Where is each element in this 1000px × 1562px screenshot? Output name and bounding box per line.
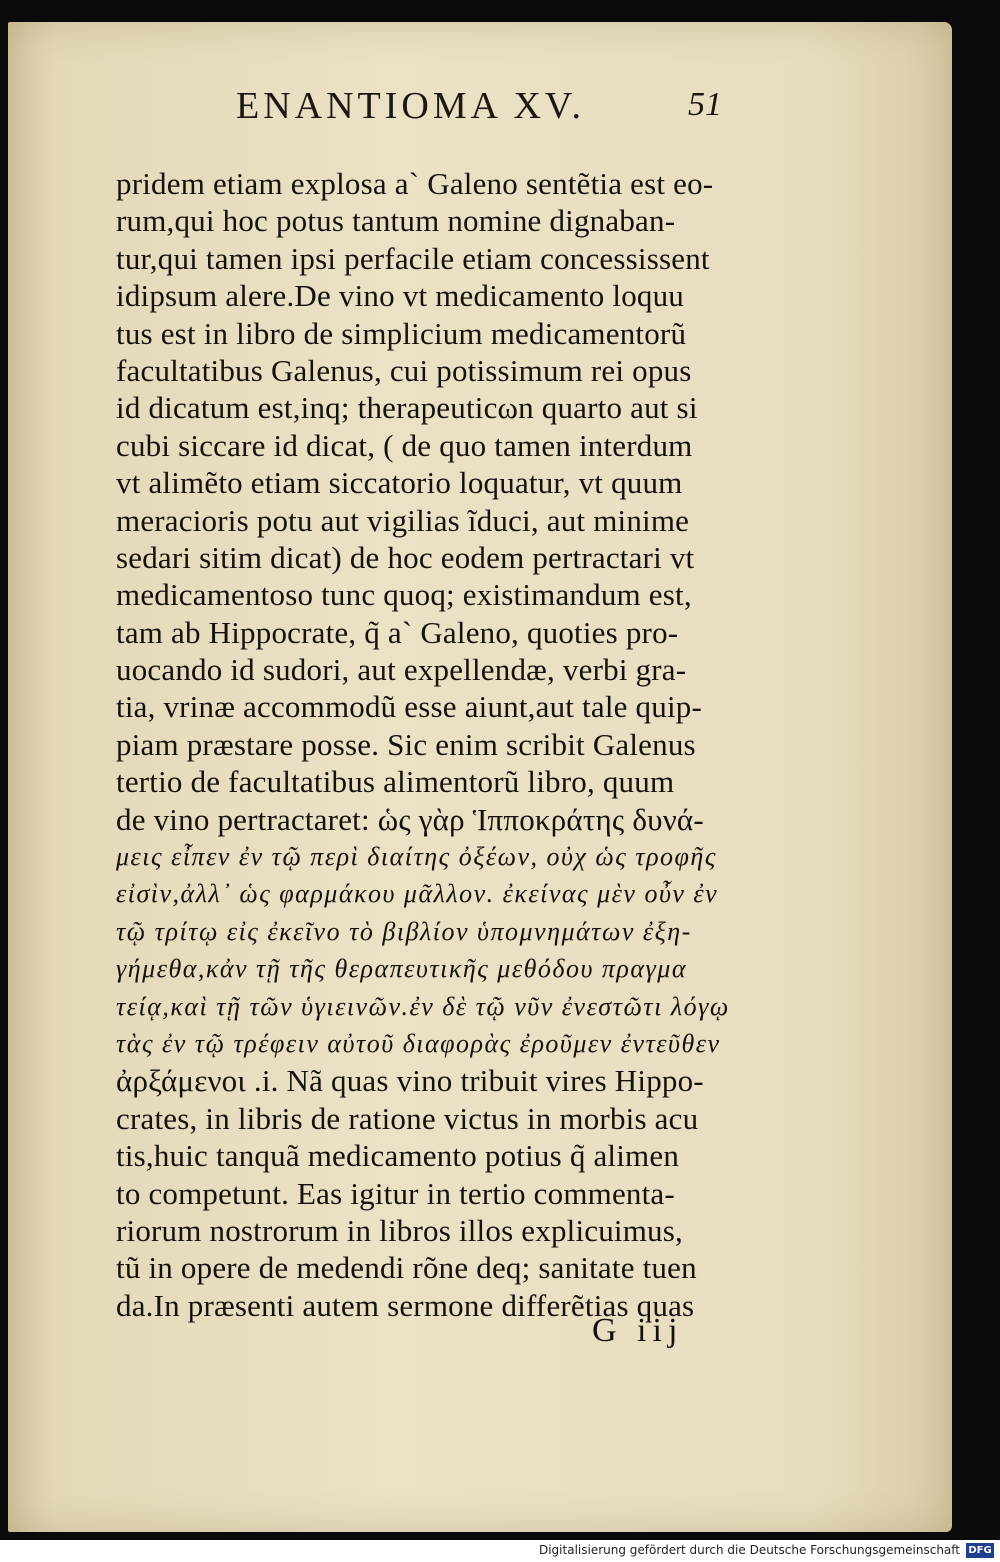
text-line: da.In præsenti autem sermone differẽtias quas [116,1287,695,1323]
book-page [8,22,952,1532]
text-line: piam præstare posse. Sic enim scribit Galenus [116,726,696,762]
text-line: rum,qui hoc potus tantum nomine dignaban- [116,203,676,239]
text-line: pridem etiam explosa a` Galeno sentẽtia est eo- [116,166,714,201]
text-line: γήμεθα,κἀν τῇ τῆς θεραπευτικῆς μεθόδου πραγμα [116,954,687,984]
text-line: tia, vrinæ accommodũ esse aiunt,aut tale quip- [116,689,702,725]
text-line: crates, in libris de ratione victus in morbis acu [116,1100,699,1136]
footer-credit: Digitalisierung gefördert durch die Deutsche Forschungsgemeinschaft [538,1543,960,1557]
body-text [116,165,806,1324]
page-number: 51 [688,86,722,123]
running-head [148,84,788,132]
text-line: tertio de facultatibus alimentorũ libro, quum [116,764,675,800]
text-line: τείᾳ,καὶ τῇ τῶν ὑγιεινῶν.ἐν δὲ τῷ νῦν ἐνεστῶτι λόγῳ [116,991,730,1021]
text-line: medicamentoso tunc quoq; existimandum est, [116,577,692,613]
text-line: μεις εἶπεν ἐν τῷ περὶ διαίτης ὀξέων, οὐχ ὡς τροφῆς [116,842,717,872]
signature-mark: G iij [592,1312,684,1349]
text-line: idipsum alere.De vino vt medicamento loquu [116,278,684,314]
text-line: εἰσὶν,ἀλλ᾽ ὡς φαρμάκου μᾶλλον. ἐκείνας μὲν οὖν ἐν [116,879,719,909]
text-line: to competunt. Eas igitur in tertio commenta- [116,1175,675,1211]
text-line: tis,huic tanquã medicamento potius q̃ alimen [116,1138,680,1174]
running-title: ENANTIOMA XV. [236,85,585,127]
text-line: tam ab Hippocrate, q̃ a` Galeno, quoties pro- [116,614,679,650]
text-line: sedari sitim dicat) de hoc eodem pertractari vt [116,539,695,575]
text-line: cubi siccare id dicat, ( de quo tamen interdum [116,427,693,463]
text-line: facultatibus Galenus, cui potissimum rei opus [116,352,692,388]
text-line: riorum nostrorum in libros illos explicuimus, [116,1212,683,1248]
text-line: τὰς ἐν τῷ τρέφειν αὐτοῦ διαφορὰς ἐροῦμεν ἐντεῦθεν [116,1028,721,1058]
text-line: tur,qui tamen ipsi perfacile etiam concessissent [116,240,710,276]
footer-bar [0,1540,1000,1562]
dfg-logo: DFG [966,1543,994,1558]
text-line: ἀρξάμενοι .i. Nã quas vino tribuit vires Hippo- [116,1063,704,1099]
text-line: tus est in libro de simplicium medicamentorũ [116,315,687,351]
text-line: τῷ τρίτῳ εἰς ἐκεῖνο τὸ βιβλίον ὑπομνημάτων ἐξη- [116,916,692,946]
text-line: meracioris potu aut vigilias ĩduci, aut minime [116,502,690,538]
text-line: uocando id sudori, aut expellendæ, verbi gra- [116,652,687,688]
text-line: vt alimẽto etiam siccatorio loquatur, vt quum [116,465,683,501]
text-line: tũ in opere de medendi rõne deq; sanitate tuen [116,1250,697,1286]
text-line: de vino pertractaret: ὡς γὰρ Ἱπποκράτης δυνά- [116,801,704,837]
text-line: id dicatum est,inq; therapeuticωn quarto aut si [116,390,698,426]
